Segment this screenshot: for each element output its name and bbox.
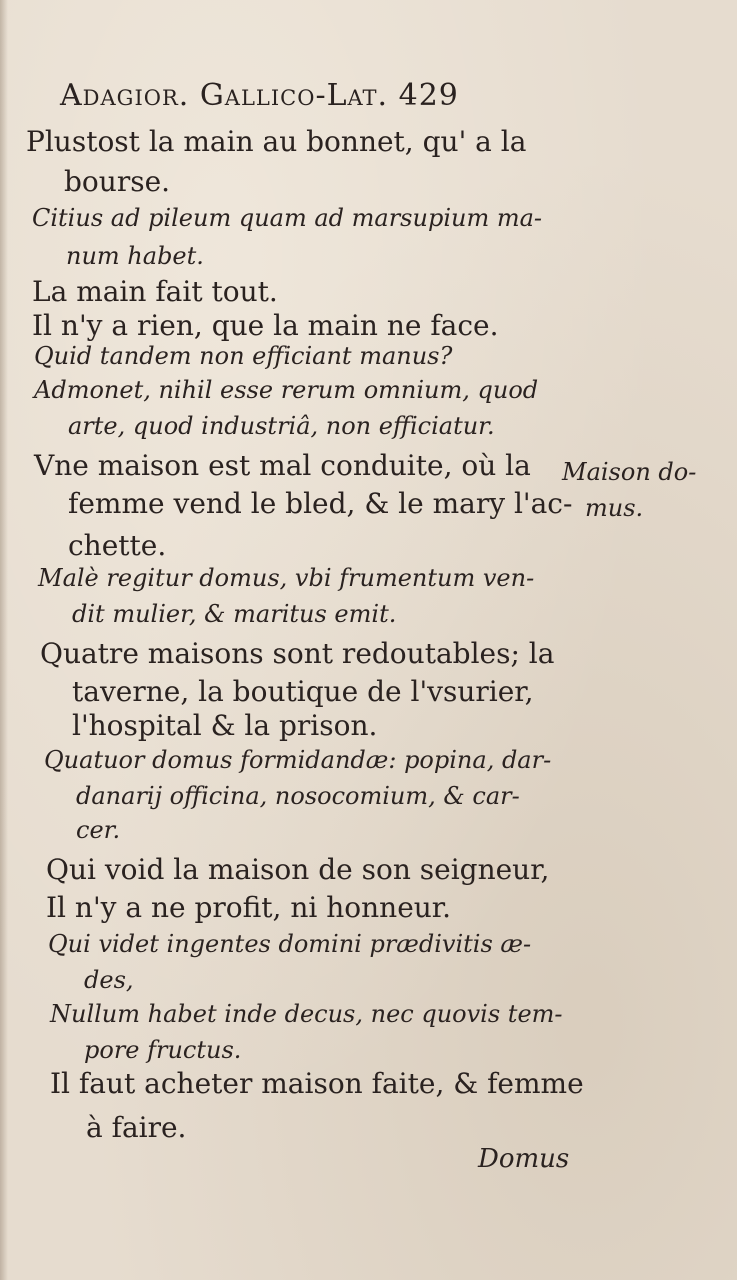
text-line: femme vend le bled, & le mary l'ac-	[68, 487, 573, 520]
running-header	[60, 78, 459, 113]
text-line-latin: Malè regitur domus, vbi frumentum ven-	[38, 564, 535, 592]
text-line-latin: des,	[84, 966, 134, 994]
text-line-latin: arte, quod industriâ, non efficiatur.	[68, 412, 495, 440]
text-line: Quatre maisons sont redoutables; la	[40, 637, 555, 670]
running-title: Adagior. Gallico-Lat.	[60, 78, 389, 113]
text-line-latin: cer.	[76, 816, 121, 844]
page-number: 429	[398, 78, 459, 113]
text-line-latin: Quid tandem non efficiant manus?	[34, 342, 453, 370]
text-line: bourse.	[64, 165, 171, 198]
text-line: taverne, la boutique de l'vsurier,	[72, 675, 534, 708]
text-line-latin: dit mulier, & maritus emit.	[72, 600, 397, 628]
text-line: Il n'y a ne profit, ni honneur.	[46, 891, 452, 924]
text-line-latin: Citius ad pileum quam ad marsupium ma-	[32, 204, 543, 232]
text-line-latin: Qui videt ingentes domini prædivitis æ-	[48, 930, 532, 958]
text-line-latin: pore fructus.	[84, 1036, 242, 1064]
text-line: chette.	[68, 529, 167, 562]
text-line: Plustost la main au bonnet, qu' a la	[26, 125, 527, 158]
text-line-latin: Quatuor domus formidandæ: popina, dar-	[44, 746, 552, 774]
text-line-latin: Admonet, nihil esse rerum omnium, quod	[34, 376, 539, 404]
text-line-latin: Nullum habet inde decus, nec quovis tem-	[50, 1000, 563, 1028]
text-line: Vne maison est mal conduite, où la	[34, 449, 531, 482]
text-line-latin: num habet.	[66, 242, 204, 270]
margin-note-line2: mus.	[585, 494, 644, 522]
text-line: Il n'y a rien, que la main ne face.	[32, 309, 499, 342]
text-line: Il faut acheter maison faite, & femme	[50, 1067, 584, 1100]
text-line: l'hospital & la prison.	[72, 709, 378, 742]
text-line: La main fait tout.	[32, 275, 278, 308]
text-line: Qui void la maison de son seigneur,	[46, 853, 550, 886]
margin-note-line1: Maison do-	[562, 458, 697, 486]
text-line-latin: danarij officina, nosocomium, & car-	[76, 782, 520, 810]
text-line: à faire.	[86, 1111, 187, 1144]
catchword: Domus	[478, 1144, 570, 1174]
